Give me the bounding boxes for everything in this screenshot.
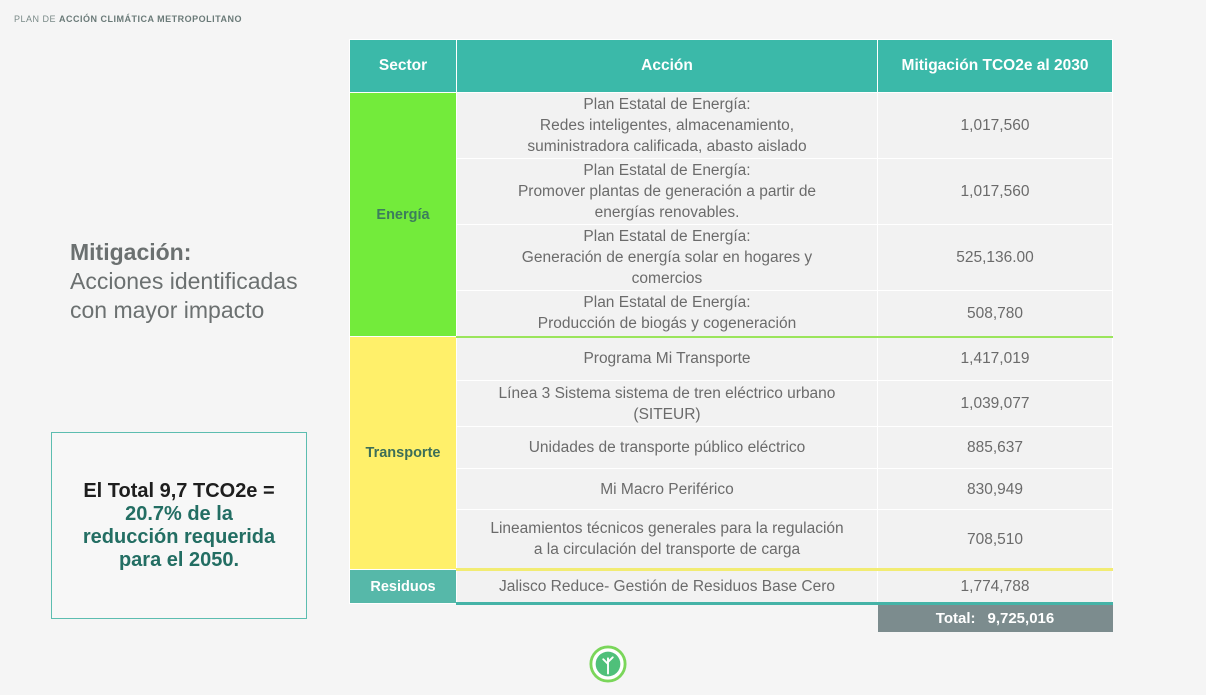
- action-cell: [457, 381, 878, 427]
- action-line: Plan Estatal de Energía:: [583, 294, 751, 312]
- action-line: Redes inteligentes, almacenamiento,: [539, 117, 795, 134]
- sector-transporte: Transporte: [350, 337, 457, 570]
- action-line: Plan Estatal de Energía:: [583, 162, 751, 179]
- mitigation-value: 830,949: [878, 469, 1113, 510]
- action-cell: [457, 510, 878, 570]
- action-line: (SITEUR): [633, 405, 701, 423]
- summary-box: [51, 432, 307, 619]
- total-row: [350, 604, 1113, 633]
- table-row: [350, 469, 1113, 510]
- action-cell: [457, 159, 878, 225]
- summary-line-1: El Total 9,7 TCO2e =: [83, 479, 275, 502]
- table-row: [350, 381, 1113, 427]
- column-header-sector: Sector: [350, 40, 457, 93]
- action-line: Unidades de transporte público eléctrico: [528, 439, 806, 456]
- table-row: [350, 159, 1113, 225]
- action-cell: [457, 427, 878, 469]
- sector-residuos: Residuos: [350, 570, 457, 604]
- mitigation-value: 1,017,560: [878, 93, 1113, 159]
- sector-energia: Energía: [350, 93, 457, 337]
- table-row: [350, 337, 1113, 381]
- action-line: Lineamientos técnicos generales para la regulación: [490, 520, 844, 537]
- action-line: Plan Estatal de Energía:: [583, 96, 751, 113]
- column-header-action: Acción: [457, 40, 878, 93]
- leaf-emblem-icon: [589, 645, 627, 683]
- mitigation-value: 525,136.00: [878, 225, 1113, 291]
- action-line: Línea 3 Sistema sistema de tren eléctrico urbano: [498, 384, 836, 402]
- section-heading: Mitigación:: [70, 239, 192, 265]
- table-row: [350, 291, 1113, 337]
- section-title: [70, 238, 340, 325]
- mitigation-value: 1,774,788: [878, 570, 1113, 604]
- action-cell: [457, 225, 878, 291]
- total-label: Total:: [935, 610, 976, 627]
- mitigation-value: 885,637: [878, 427, 1113, 469]
- action-line: comercios: [631, 270, 703, 287]
- table-row: [350, 93, 1113, 159]
- blank-cell: [350, 604, 457, 633]
- action-line: Producción de biogás y cogeneración: [537, 315, 797, 333]
- mitigation-value: 1,017,560: [878, 159, 1113, 225]
- table-header-row: [350, 40, 1113, 93]
- document-header: [14, 14, 242, 24]
- header-title: ACCIÓN CLIMÁTICA METROPOLITANO: [59, 14, 243, 24]
- mitigation-value: 1,039,077: [878, 381, 1113, 427]
- mitigation-value: 708,510: [878, 510, 1113, 570]
- action-line: a la circulación del transporte de carga: [533, 541, 801, 558]
- action-cell: [457, 291, 878, 337]
- blank-cell: [457, 604, 878, 633]
- action-line: Plan Estatal de Energía:: [583, 228, 751, 245]
- section-subheading: Acciones identificadas con mayor impacto: [70, 268, 298, 323]
- column-header-mitigation: Mitigación TCO2e al 2030: [878, 40, 1113, 93]
- action-line: Programa Mi Transporte: [583, 350, 751, 368]
- mitigation-value: 1,417,019: [878, 337, 1113, 381]
- table-row: [350, 570, 1113, 604]
- action-cell: [457, 469, 878, 510]
- action-line: Mi Macro Periférico: [600, 480, 734, 498]
- summary-line-3: reducción requerida: [82, 525, 276, 548]
- summary-line-4: para el 2050.: [118, 548, 240, 571]
- mitigation-table: [349, 39, 1113, 632]
- action-line: energías renovables.: [594, 204, 740, 221]
- table-row: [350, 225, 1113, 291]
- mitigation-value: 508,780: [878, 291, 1113, 337]
- summary-line-2: 20.7% de la: [125, 502, 233, 525]
- total-cell: [878, 604, 1113, 633]
- action-cell: [457, 337, 878, 381]
- action-line: Generación de energía solar en hogares y: [521, 249, 813, 266]
- total-value: 9,725,016: [987, 610, 1055, 627]
- action-cell: [457, 570, 878, 604]
- action-line: Promover plantas de generación a partir de: [517, 183, 817, 200]
- action-line: Jalisco Reduce- Gestión de Residuos Base Cero: [498, 578, 835, 595]
- action-line: suministradora calificada, abasto aislado: [527, 138, 807, 155]
- action-cell: [457, 93, 878, 159]
- table-row: [350, 427, 1113, 469]
- table-row: [350, 510, 1113, 570]
- header-prefix: PLAN DE: [14, 14, 60, 24]
